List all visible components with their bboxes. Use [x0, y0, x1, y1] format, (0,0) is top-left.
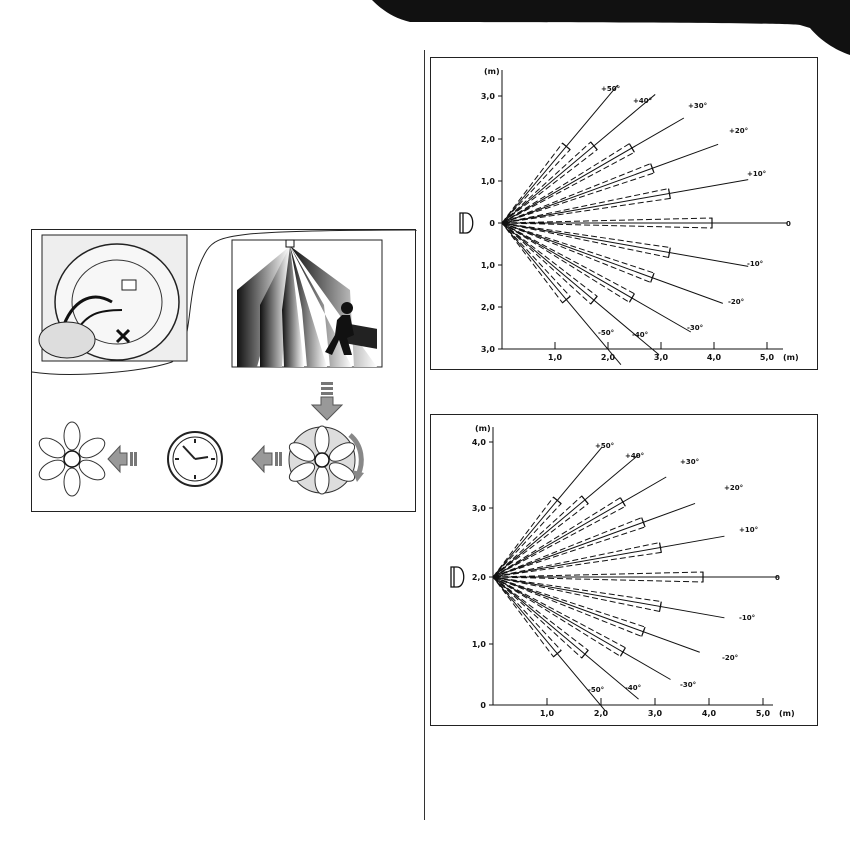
detection-beam-zone [493, 543, 661, 577]
angle-label: -50° [598, 329, 615, 337]
arrow-left-icon [108, 446, 137, 472]
y-axis-label: (m) [484, 67, 500, 76]
beam-zone-end [553, 650, 561, 656]
x-tick-label: 2,0 [600, 353, 616, 362]
illustration-panel [31, 229, 416, 512]
y-axis-label: (m) [475, 424, 491, 433]
beam-zone-end [591, 142, 597, 150]
angle-label: -40° [632, 331, 649, 339]
arrow-down-icon [312, 382, 342, 420]
angle-label: -10° [747, 260, 764, 268]
angle-label: +40° [633, 97, 653, 105]
x-tick-label: 4,0 [706, 353, 722, 362]
angle-label: +20° [729, 127, 749, 135]
y-tick-label: 0 [480, 701, 486, 710]
detection-beam-zone [502, 189, 670, 223]
angle-label: 0 [775, 574, 780, 582]
detection-beam-zone [502, 223, 670, 257]
beam-zone-end [669, 189, 671, 199]
angle-label: -20° [728, 298, 745, 306]
beam-zone-end [669, 248, 671, 258]
beam-zone-end [660, 543, 662, 553]
y-tick-label: 1,0 [480, 261, 495, 270]
y-tick-label: 2,0 [480, 135, 495, 144]
x-axis-label: (m) [783, 353, 799, 362]
x-tick-label: 3,0 [647, 709, 663, 718]
y-tick-label: 1,0 [480, 177, 495, 186]
x-tick-label: 4,0 [701, 709, 717, 718]
header-tab-shape [0, 0, 850, 60]
x-tick-label: 1,0 [547, 353, 563, 362]
angle-label: -30° [687, 324, 704, 332]
beam-zone-end [582, 650, 588, 658]
angle-label: 0 [786, 220, 791, 228]
motion-sensor-person-icon [232, 240, 382, 367]
y-tick-label: 3,0 [480, 92, 495, 101]
detection-chart-1 [430, 57, 818, 370]
y-tick-label: 4,0 [471, 438, 486, 447]
fan-spinning-icon [286, 426, 364, 494]
angle-label: -10° [739, 614, 756, 622]
beam-zone-end [562, 296, 570, 302]
arrow-left-icon [252, 446, 282, 472]
x-tick-label: 5,0 [759, 353, 775, 362]
detection-beam-zone [493, 577, 661, 611]
y-tick-label: 3,0 [480, 345, 495, 354]
angle-label: +50° [595, 442, 615, 450]
angle-label: +10° [747, 170, 767, 178]
angle-label: +40° [625, 452, 645, 460]
beam-zone-end [562, 143, 570, 149]
y-tick-label: 2,0 [480, 303, 495, 312]
x-tick-label: 1,0 [539, 709, 555, 718]
y-tick-label: 1,0 [471, 640, 486, 649]
x-tick-label: 2,0 [593, 709, 609, 718]
angle-label: +30° [688, 102, 708, 110]
beam-zone-end [591, 296, 597, 304]
beam-zone-end [620, 498, 625, 507]
fan-installation-icon [39, 235, 187, 361]
angle-label: +50° [601, 85, 621, 93]
detection-ray [493, 577, 642, 699]
y-tick-label: 2,0 [471, 573, 486, 582]
clock-icon [168, 432, 222, 486]
sensor-half-dome-icon [451, 567, 464, 587]
beam-zone-end [553, 497, 561, 503]
angle-label: +10° [739, 526, 759, 534]
angle-label: -50° [588, 686, 605, 694]
y-tick-label: 0 [489, 219, 495, 228]
detection-chart-2 [430, 414, 818, 726]
y-tick-label: 3,0 [471, 504, 486, 513]
sensor-half-dome-icon [460, 213, 473, 233]
angle-label: +30° [680, 458, 700, 466]
beam-zone-end [620, 648, 625, 657]
beam-zone-end [629, 144, 634, 153]
beam-zone-end [629, 294, 634, 303]
angle-label: -30° [680, 681, 697, 689]
fan-stopped-icon [36, 422, 108, 496]
angle-label: -40° [625, 684, 642, 692]
column-divider [424, 50, 425, 820]
x-tick-label: 3,0 [653, 353, 669, 362]
angle-label: -20° [722, 654, 739, 662]
beam-zone-end [582, 496, 588, 504]
angle-label: +20° [724, 484, 744, 492]
x-axis-label: (m) [779, 709, 795, 718]
beam-zone-end [660, 602, 662, 612]
x-tick-label: 5,0 [755, 709, 771, 718]
